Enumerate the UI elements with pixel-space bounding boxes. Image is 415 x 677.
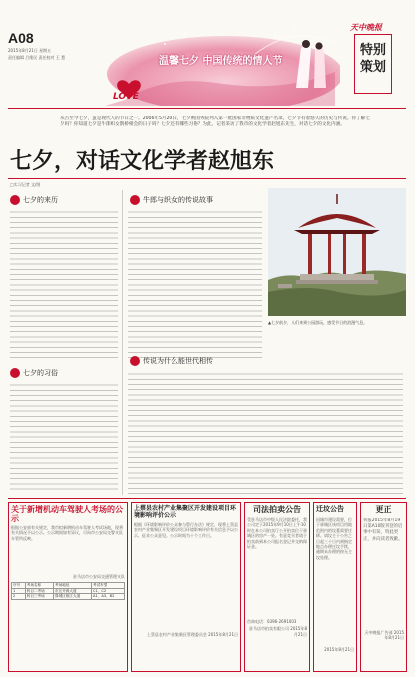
page-code: A08 (8, 30, 34, 46)
banner-love: LOVE (113, 92, 139, 102)
ad-correction-footer: 天中晚报广告部 2015年8月21日 (364, 630, 404, 641)
editor-line: 责任编辑 吕维民 责任校对 王 慧 (8, 55, 66, 60)
section-custom-heading (10, 368, 58, 378)
ad-exam-table (11, 582, 125, 599)
ad-eia-footer: 上蔡县农村产业集聚区管理委员会 2015年8月21日 (146, 632, 238, 637)
ad-auction-title: 司法拍卖公告 (253, 505, 301, 514)
ad-exam-body: 根据公安部有关规定，我市拟新增机动车驾驶人考试场地，现将有关情况予以公示。公示期间如有异议，可向市公安局交警支队车管所反映。 (11, 525, 123, 541)
legend-body (128, 210, 262, 360)
table-head-cell: 考场地址 (54, 583, 92, 588)
section-origin-heading (10, 195, 58, 205)
ad-grave-body: 因城市建设需要，位于驿城区该项目用地范围内的坟墓需要迁移。请坟主于公告之日起三十日内到指定地点办理迁坟手续，逾期未办理的按无主坟处理。 (316, 517, 352, 560)
bullet-icon (10, 368, 20, 378)
section-emotion-title: 传说为什么能世代相传 (143, 357, 213, 365)
table-cell: 2 (12, 594, 26, 599)
table-cell: 市区开源大道 (54, 588, 92, 593)
ad-grave-footer: 2015年8月21日 (324, 647, 354, 652)
ad-auction (244, 502, 310, 672)
lead-paragraph: 从古至今七夕，虽是现代人的节日之一。2006年5月20日，七夕被国务院列入第一批国家非物质文化遗产名录。七夕节有着悠久的历史与传说。你了解七夕吗？你知道七夕是牛郎织女鹊桥相会的日子吗？七夕还有哪些习俗？为此，记者采访了我市的文化学者赵旭东先生，对话七夕的文化内涵。 (60, 116, 370, 128)
ad-exam-footer: 驻马店市公安局交通管理支队 (73, 574, 125, 579)
table-head-cell: 考场名称 (25, 583, 53, 588)
origin-body (10, 210, 118, 362)
byline: □实习记者 文/图 (10, 182, 41, 187)
date-line: 2015年8月21日 星期五 (8, 48, 52, 53)
ad-grave-relocation (313, 502, 357, 672)
ad-exam-site (8, 502, 128, 672)
ad-eia-body: 根据《环境影响评价公众参与暂行办法》规定，现将上蔡县农村产业集聚区开发建设项目环境影响评价有关信息予以公示，征求公众意见。公示时间为十个工作日。 (134, 522, 238, 538)
photo-caption: ▲七夕前夕，人们来到公园游玩，感受节日的浪漫气息。 (268, 320, 368, 325)
custom-body (10, 383, 118, 493)
headline: 七夕，对话文化学者赵旭东 (10, 148, 275, 173)
ad-auction-body: 受驻马店市中级人民法院委托，我公司定于2015年9月10日上午10时在本公司拍卖厅公开拍卖位于驿城区的房产一处。有意竞买者请于拍卖前到本公司报名登记并交纳保证金。 (247, 517, 307, 550)
ad-exam-title: 关于新增机动车驾驶人考场的公示 (11, 505, 123, 523)
bullet-icon (130, 195, 140, 205)
section-legend-title: 牛郎与织女的传说故事 (143, 196, 213, 204)
section-stamp (354, 34, 392, 94)
table-head-cell: 序号 (12, 583, 26, 588)
section-name: 特别策划 (360, 43, 387, 75)
emotion-body (128, 372, 403, 494)
bullet-icon (10, 195, 20, 205)
ad-auction-phone: 咨询电话：0396-2691003 (247, 619, 297, 624)
section-custom-title: 七夕的习俗 (23, 369, 58, 377)
pavilion-photo (268, 188, 406, 316)
section-legend-heading (130, 195, 213, 205)
ad-correction (360, 502, 407, 672)
table-cell: 科目三考场 (25, 594, 53, 599)
ad-correction-body: 我报2015年8月19日第A10版刊登的启事中有误，特此更正，并向读者致歉。 (363, 518, 403, 542)
table-cell: 1 (12, 588, 26, 593)
section-origin-title: 七夕的来历 (23, 196, 58, 204)
header-banner (105, 14, 340, 106)
bullet-icon (130, 356, 140, 366)
banner-title: 温馨七夕 中国传统的情人节 (159, 56, 283, 67)
ad-grave-title: 迁坟公告 (316, 505, 344, 513)
table-cell: A1、A3、B2 (92, 594, 125, 599)
brand-logo: 天中晚报 (350, 23, 382, 32)
section-emotion-heading (130, 356, 213, 366)
ad-auction-footer: 驻马店市拍卖有限公司 2015年8月21日 (249, 626, 307, 637)
ad-correction-title: 更正 (375, 505, 392, 514)
ad-eia-notice (131, 502, 241, 672)
ad-eia-title: 上蔡县农村产业集聚区开发建设项目环境影响评价公示 (134, 505, 237, 519)
pavilion-image (268, 188, 406, 316)
table-cell: 科目二考场 (25, 588, 53, 593)
table-cell: C1、C2 (92, 588, 125, 593)
table-cell: 驿城区练江大道 (54, 594, 92, 599)
table-row (12, 594, 125, 599)
table-head-cell: 考试车型 (92, 583, 125, 588)
